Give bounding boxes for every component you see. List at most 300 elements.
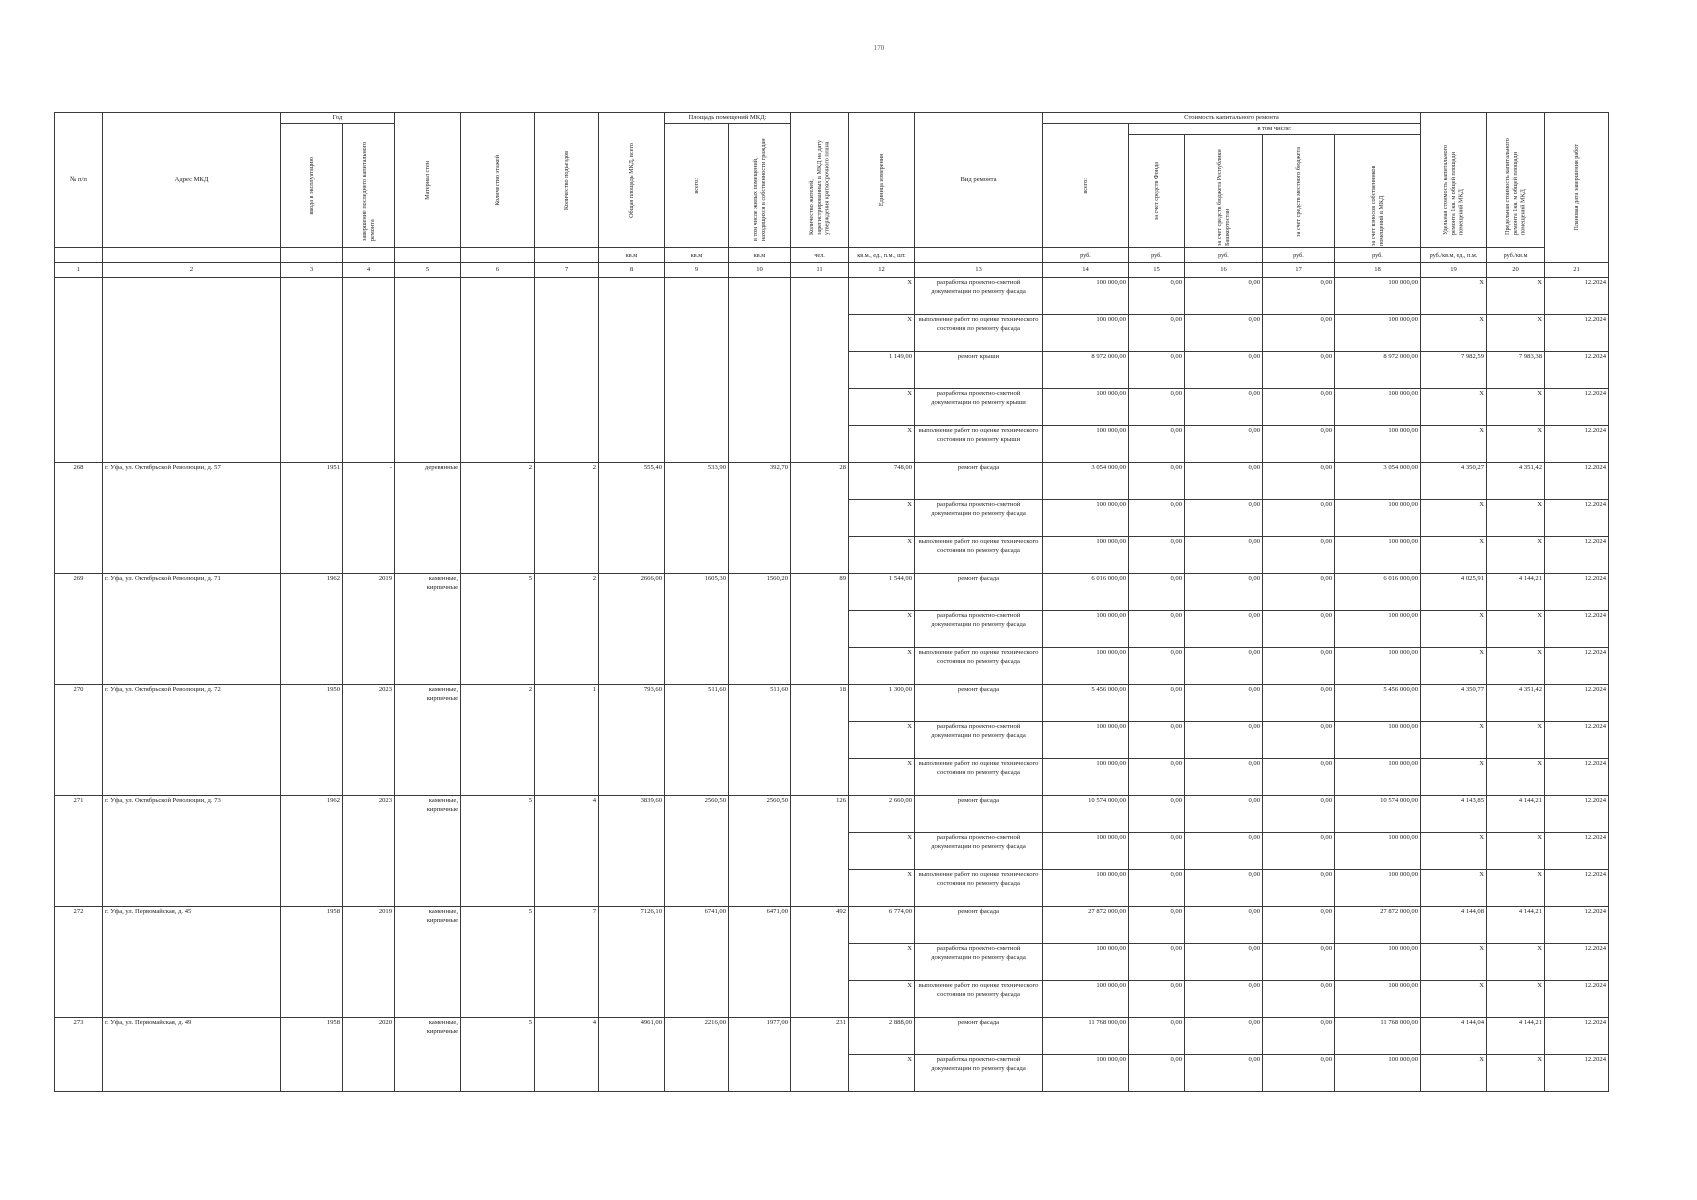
limit-cost-cell: 4 144,21 [1487,574,1545,611]
header-area-all: всего: [665,124,729,248]
year-last-cell: 2019 [343,574,395,685]
header-local-budget: за счет средств местного бюджета [1263,135,1335,248]
cost-local-cell: 0,00 [1263,315,1335,352]
specific-cost-cell: 4 350,27 [1421,463,1487,500]
area-res-cell: 1977,00 [729,1018,791,1092]
header-year-last: завершение последнего капитального ремонта [343,124,395,248]
cost-rb-cell: 0,00 [1185,944,1263,981]
specific-cost-cell: X [1421,426,1487,463]
cost-owners-cell: 100 000,00 [1335,500,1421,537]
cost-total-cell: 100 000,00 [1043,722,1129,759]
specific-cost-cell: X [1421,500,1487,537]
area-all-cell: 6741,00 [665,907,729,1018]
year-built-cell: 1962 [281,574,343,685]
cost-owners-cell: 11 768 000,00 [1335,1018,1421,1055]
cost-local-cell: 0,00 [1263,685,1335,722]
cost-rb-cell: 0,00 [1185,278,1263,315]
specific-cost-cell: X [1421,722,1487,759]
entrances-cell: 2 [535,463,599,574]
unit-label: руб./кв.м, ед., п.м. [1421,248,1487,263]
header-limit-cost: Предельная стоимость капитального ремонта 1кв. м общей площади помещений МКД [1487,113,1545,248]
cost-total-cell: 6 016 000,00 [1043,574,1129,611]
area-all-cell: 2216,00 [665,1018,729,1092]
column-number: 4 [343,263,395,278]
limit-cost-cell: X [1487,722,1545,759]
address-cell: г. Уфа, ул. Первомайская, д. 49 [103,1018,281,1092]
repair-kind-cell: выполнение работ по оценке технического состояния по ремонту крыши [915,426,1043,463]
cost-fund-cell: 0,00 [1129,426,1185,463]
cost-total-cell: 100 000,00 [1043,870,1129,907]
column-number: 20 [1487,263,1545,278]
cost-local-cell: 0,00 [1263,1018,1335,1055]
planned-date-cell: 12.2024 [1545,759,1609,796]
cost-local-cell: 0,00 [1263,944,1335,981]
material-cell: каменные, кирпичные [395,1018,461,1092]
cost-local-cell: 0,00 [1263,463,1335,500]
cost-local-cell: 0,00 [1263,1055,1335,1092]
limit-cost-cell: X [1487,944,1545,981]
address-cell: г. Уфа, ул. Октябрьской Революции, д. 71 [103,574,281,685]
column-number: 19 [1421,263,1487,278]
no-cell: 268 [55,463,103,574]
header-no: № п/п [55,113,103,248]
header-repair-kind: Вид ремонта [915,113,1043,248]
no-cell: 270 [55,685,103,796]
unit-cell: X [849,648,915,685]
unit-label: кв.м., ед., п.м., шт. [849,248,915,263]
cost-fund-cell: 0,00 [1129,611,1185,648]
residents-cell: 231 [791,1018,849,1092]
header-residents: Количество жителей, зарегистрированных в МКД на дату утверждения краткосрочного плана [791,113,849,248]
floors-cell: 2 [461,685,535,796]
cost-total-cell: 100 000,00 [1043,426,1129,463]
header-total-area: Общая площадь МКД, всего [599,113,665,248]
year-built-cell: 1962 [281,796,343,907]
column-number: 6 [461,263,535,278]
cost-fund-cell: 0,00 [1129,315,1185,352]
header-year-group: Год [281,113,395,124]
unit-label: кв.м [599,248,665,263]
year-last-cell [343,278,395,463]
table-row [55,907,1609,944]
cost-total-cell: 100 000,00 [1043,648,1129,685]
cost-local-cell: 0,00 [1263,611,1335,648]
total-area-cell: 555,40 [599,463,665,574]
table-row [55,278,1609,315]
cost-owners-cell: 3 054 000,00 [1335,463,1421,500]
cost-rb-cell: 0,00 [1185,833,1263,870]
column-numbers-row [55,263,1609,278]
planned-date-cell: 12.2024 [1545,426,1609,463]
repair-kind-cell: ремонт фасада [915,463,1043,500]
cost-owners-cell: 100 000,00 [1335,648,1421,685]
unit-label: руб. [1185,248,1263,263]
cost-rb-cell: 0,00 [1185,574,1263,611]
header-address: Адрес МКД [103,113,281,248]
total-area-cell: 793,60 [599,685,665,796]
cost-fund-cell: 0,00 [1129,1018,1185,1055]
cost-total-cell: 5 456 000,00 [1043,685,1129,722]
planned-date-cell: 12.2024 [1545,981,1609,1018]
residents-cell: 492 [791,907,849,1018]
cost-fund-cell: 0,00 [1129,278,1185,315]
unit-label: чел. [791,248,849,263]
repair-kind-cell: разработка проектно-сметной документации по ремонту фасада [915,722,1043,759]
limit-cost-cell: 7 983,38 [1487,352,1545,389]
header-fund: за счет средств Фонда [1129,135,1185,248]
specific-cost-cell: 4 350,77 [1421,685,1487,722]
no-cell [55,278,103,463]
limit-cost-cell: X [1487,833,1545,870]
repair-kind-cell: разработка проектно-сметной документации по ремонту фасада [915,1055,1043,1092]
material-cell: деревянные [395,463,461,574]
cost-rb-cell: 0,00 [1185,463,1263,500]
table-row [55,796,1609,833]
repair-kind-cell: выполнение работ по оценке технического состояния по ремонту фасада [915,870,1043,907]
cost-owners-cell: 6 016 000,00 [1335,574,1421,611]
cost-total-cell: 100 000,00 [1043,981,1129,1018]
unit-cell: X [849,426,915,463]
cost-fund-cell: 0,00 [1129,722,1185,759]
repair-kind-cell: разработка проектно-сметной документации по ремонту фасада [915,500,1043,537]
cost-owners-cell: 100 000,00 [1335,315,1421,352]
header-entrances: Количество подъездов [535,113,599,248]
cost-owners-cell: 100 000,00 [1335,870,1421,907]
column-number: 18 [1335,263,1421,278]
floors-cell: 5 [461,574,535,685]
column-number: 1 [55,263,103,278]
cost-fund-cell: 0,00 [1129,944,1185,981]
column-number: 16 [1185,263,1263,278]
cost-rb-cell: 0,00 [1185,870,1263,907]
material-cell: каменные, кирпичные [395,907,461,1018]
specific-cost-cell: X [1421,389,1487,426]
repair-kind-cell: выполнение работ по оценке технического состояния по ремонту фасада [915,759,1043,796]
header-year-built: ввода в эксплуатацию [281,124,343,248]
column-number: 9 [665,263,729,278]
cost-rb-cell: 0,00 [1185,315,1263,352]
entrances-cell: 7 [535,907,599,1018]
unit-label: руб. [1129,248,1185,263]
planned-date-cell: 12.2024 [1545,722,1609,759]
cost-local-cell: 0,00 [1263,722,1335,759]
specific-cost-cell: X [1421,1055,1487,1092]
planned-date-cell: 12.2024 [1545,500,1609,537]
cost-rb-cell: 0,00 [1185,500,1263,537]
cost-total-cell: 100 000,00 [1043,833,1129,870]
planned-date-cell: 12.2024 [1545,1018,1609,1055]
cost-owners-cell: 100 000,00 [1335,833,1421,870]
unit-cell: X [849,389,915,426]
unit-cell: X [849,278,915,315]
planned-date-cell: 12.2024 [1545,537,1609,574]
unit-cell: X [849,537,915,574]
area-res-cell: 1560,20 [729,574,791,685]
limit-cost-cell: X [1487,389,1545,426]
cost-total-cell: 8 972 000,00 [1043,352,1129,389]
cost-local-cell: 0,00 [1263,759,1335,796]
cost-local-cell: 0,00 [1263,389,1335,426]
repair-kind-cell: выполнение работ по оценке технического состояния по ремонту фасада [915,648,1043,685]
table-row [55,685,1609,722]
address-cell: г. Уфа, ул. Первомайская, д. 45 [103,907,281,1018]
area-all-cell: 533,90 [665,463,729,574]
area-all-cell: 511,60 [665,685,729,796]
column-number: 14 [1043,263,1129,278]
cost-rb-cell: 0,00 [1185,1018,1263,1055]
header-including: в том числе: [1129,124,1421,135]
repair-kind-cell: разработка проектно-сметной документации по ремонту фасада [915,278,1043,315]
cost-owners-cell: 5 456 000,00 [1335,685,1421,722]
planned-date-cell: 12.2024 [1545,611,1609,648]
cost-fund-cell: 0,00 [1129,907,1185,944]
entrances-cell [535,278,599,463]
area-res-cell: 6471,00 [729,907,791,1018]
cost-total-cell: 100 000,00 [1043,500,1129,537]
cost-local-cell: 0,00 [1263,426,1335,463]
cost-rb-cell: 0,00 [1185,537,1263,574]
address-cell: г. Уфа, ул. Октябрьской Революции, д. 57 [103,463,281,574]
cost-owners-cell: 100 000,00 [1335,759,1421,796]
cost-fund-cell: 0,00 [1129,833,1185,870]
limit-cost-cell: X [1487,278,1545,315]
unit-cell: X [849,870,915,907]
year-last-cell: 2019 [343,907,395,1018]
repair-kind-cell: ремонт фасада [915,685,1043,722]
cost-total-cell: 100 000,00 [1043,1055,1129,1092]
cost-total-cell: 100 000,00 [1043,389,1129,426]
column-number: 5 [395,263,461,278]
cost-owners-cell: 8 972 000,00 [1335,352,1421,389]
cost-rb-cell: 0,00 [1185,352,1263,389]
cost-owners-cell: 100 000,00 [1335,722,1421,759]
page-number: 170 [873,44,885,52]
entrances-cell: 4 [535,796,599,907]
header-rb-budget: за счет средств бюджета Республики Башкортостан [1185,135,1263,248]
cost-local-cell: 0,00 [1263,907,1335,944]
total-area-cell [599,278,665,463]
cost-owners-cell: 100 000,00 [1335,537,1421,574]
cost-rb-cell: 0,00 [1185,722,1263,759]
total-area-cell: 2666,00 [599,574,665,685]
repair-kind-cell: ремонт крыши [915,352,1043,389]
cost-fund-cell: 0,00 [1129,981,1185,1018]
header-floors: Количество этажей [461,113,535,248]
cost-total-cell: 100 000,00 [1043,944,1129,981]
year-last-cell: 2023 [343,796,395,907]
area-res-cell: 2560,50 [729,796,791,907]
column-number: 3 [281,263,343,278]
planned-date-cell: 12.2024 [1545,648,1609,685]
specific-cost-cell: X [1421,648,1487,685]
cost-rb-cell: 0,00 [1185,648,1263,685]
limit-cost-cell: X [1487,759,1545,796]
cost-fund-cell: 0,00 [1129,685,1185,722]
cost-fund-cell: 0,00 [1129,537,1185,574]
unit-cell: 2 660,00 [849,796,915,833]
entrances-cell: 4 [535,1018,599,1092]
repair-kind-cell: разработка проектно-сметной документации по ремонту фасада [915,833,1043,870]
repair-plan-table [54,112,1609,1092]
entrances-cell: 1 [535,685,599,796]
header-cost-total: всего: [1043,124,1129,248]
address-cell [103,278,281,463]
planned-date-cell: 12.2024 [1545,870,1609,907]
address-cell: г. Уфа, ул. Октябрьской Революции, д. 73 [103,796,281,907]
specific-cost-cell: X [1421,833,1487,870]
floors-cell: 5 [461,1018,535,1092]
unit-label: руб. [1043,248,1129,263]
unit-cell: X [849,833,915,870]
repair-kind-cell: разработка проектно-сметной документации по ремонту фасада [915,611,1043,648]
cost-owners-cell: 100 000,00 [1335,611,1421,648]
column-number: 2 [103,263,281,278]
no-cell: 271 [55,796,103,907]
planned-date-cell: 12.2024 [1545,574,1609,611]
residents-cell: 89 [791,574,849,685]
repair-kind-cell: выполнение работ по оценке технического состояния по ремонту фасада [915,981,1043,1018]
specific-cost-cell: 7 982,59 [1421,352,1487,389]
cost-rb-cell: 0,00 [1185,426,1263,463]
cost-rb-cell: 0,00 [1185,796,1263,833]
cost-local-cell: 0,00 [1263,278,1335,315]
cost-fund-cell: 0,00 [1129,759,1185,796]
header-cost-group: Стоимость капитального ремонта [1043,113,1421,124]
cost-local-cell: 0,00 [1263,870,1335,907]
repair-kind-cell: ремонт фасада [915,574,1043,611]
cost-fund-cell: 0,00 [1129,463,1185,500]
cost-fund-cell: 0,00 [1129,389,1185,426]
entrances-cell: 2 [535,574,599,685]
specific-cost-cell: X [1421,870,1487,907]
unit-cell: 1 300,00 [849,685,915,722]
cost-fund-cell: 0,00 [1129,870,1185,907]
floors-cell: 5 [461,907,535,1018]
cost-local-cell: 0,00 [1263,833,1335,870]
no-cell: 273 [55,1018,103,1092]
planned-date-cell: 12.2024 [1545,1055,1609,1092]
cost-owners-cell: 27 872 000,00 [1335,907,1421,944]
table-row [55,1018,1609,1055]
unit-cell: X [849,611,915,648]
repair-kind-cell: ремонт фасада [915,1018,1043,1055]
header-owners: за счет взносов собственников помещений в МКД [1335,135,1421,248]
area-res-cell [729,278,791,463]
column-number: 7 [535,263,599,278]
planned-date-cell: 12.2024 [1545,315,1609,352]
floors-cell [461,278,535,463]
limit-cost-cell: X [1487,315,1545,352]
material-cell: каменные, кирпичные [395,574,461,685]
area-all-cell [665,278,729,463]
total-area-cell: 3839,60 [599,796,665,907]
unit-label: кв.м [665,248,729,263]
area-all-cell: 1605,30 [665,574,729,685]
specific-cost-cell: X [1421,315,1487,352]
total-area-cell: 7126,10 [599,907,665,1018]
repair-kind-cell: выполнение работ по оценке технического состояния по ремонту фасада [915,537,1043,574]
cost-total-cell: 27 872 000,00 [1043,907,1129,944]
year-built-cell: 1951 [281,463,343,574]
cost-fund-cell: 0,00 [1129,500,1185,537]
specific-cost-cell: X [1421,537,1487,574]
unit-cell: 1 544,00 [849,574,915,611]
unit-cell: X [849,981,915,1018]
area-all-cell: 2560,50 [665,796,729,907]
limit-cost-cell: X [1487,611,1545,648]
cost-fund-cell: 0,00 [1129,1055,1185,1092]
area-res-cell: 392,70 [729,463,791,574]
planned-date-cell: 12.2024 [1545,796,1609,833]
repair-kind-cell: разработка проектно-сметной документации по ремонту крыши [915,389,1043,426]
header-area-group: Площадь помещений МКД: [665,113,791,124]
unit-cell: X [849,944,915,981]
cost-owners-cell: 100 000,00 [1335,944,1421,981]
column-number: 8 [599,263,665,278]
address-cell: г. Уфа, ул. Октябрьской Революции, д. 72 [103,685,281,796]
cost-total-cell: 100 000,00 [1043,611,1129,648]
year-built-cell: 1958 [281,907,343,1018]
limit-cost-cell: 4 144,21 [1487,796,1545,833]
unit-cell: 2 888,00 [849,1018,915,1055]
table-row [55,463,1609,500]
cost-total-cell: 100 000,00 [1043,278,1129,315]
planned-date-cell: 12.2024 [1545,833,1609,870]
limit-cost-cell: 4 351,42 [1487,685,1545,722]
cost-local-cell: 0,00 [1263,981,1335,1018]
specific-cost-cell: 4 143,85 [1421,796,1487,833]
cost-local-cell: 0,00 [1263,574,1335,611]
year-built-cell: 1950 [281,685,343,796]
unit-cell: X [849,759,915,796]
repair-kind-cell: выполнение работ по оценке технического состояния по ремонту фасада [915,315,1043,352]
header-planned-date: Плановая дата завершения работ [1545,113,1609,263]
unit-cell: X [849,315,915,352]
planned-date-cell: 12.2024 [1545,389,1609,426]
cost-total-cell: 100 000,00 [1043,759,1129,796]
cost-local-cell: 0,00 [1263,537,1335,574]
planned-date-cell: 12.2024 [1545,944,1609,981]
limit-cost-cell: X [1487,870,1545,907]
floors-cell: 5 [461,796,535,907]
area-res-cell: 511,60 [729,685,791,796]
unit-cell: X [849,722,915,759]
specific-cost-cell: X [1421,981,1487,1018]
specific-cost-cell: 4 144,04 [1421,1018,1487,1055]
limit-cost-cell: X [1487,648,1545,685]
unit-label: руб. [1335,248,1421,263]
floors-cell: 2 [461,463,535,574]
column-number: 13 [915,263,1043,278]
unit-cell: 6 774,00 [849,907,915,944]
residents-cell: 28 [791,463,849,574]
repair-kind-cell: ремонт фасада [915,907,1043,944]
residents-cell [791,278,849,463]
cost-owners-cell: 100 000,00 [1335,1055,1421,1092]
cost-total-cell: 11 768 000,00 [1043,1018,1129,1055]
limit-cost-cell: X [1487,1055,1545,1092]
column-number: 10 [729,263,791,278]
unit-label: руб./кв.м [1487,248,1545,263]
header-material: Материал стен [395,113,461,248]
table-body [55,278,1609,1092]
year-last-cell: 2023 [343,685,395,796]
specific-cost-cell: X [1421,611,1487,648]
planned-date-cell: 12.2024 [1545,685,1609,722]
specific-cost-cell: X [1421,278,1487,315]
table-row [55,574,1609,611]
year-last-cell: 2020 [343,1018,395,1092]
